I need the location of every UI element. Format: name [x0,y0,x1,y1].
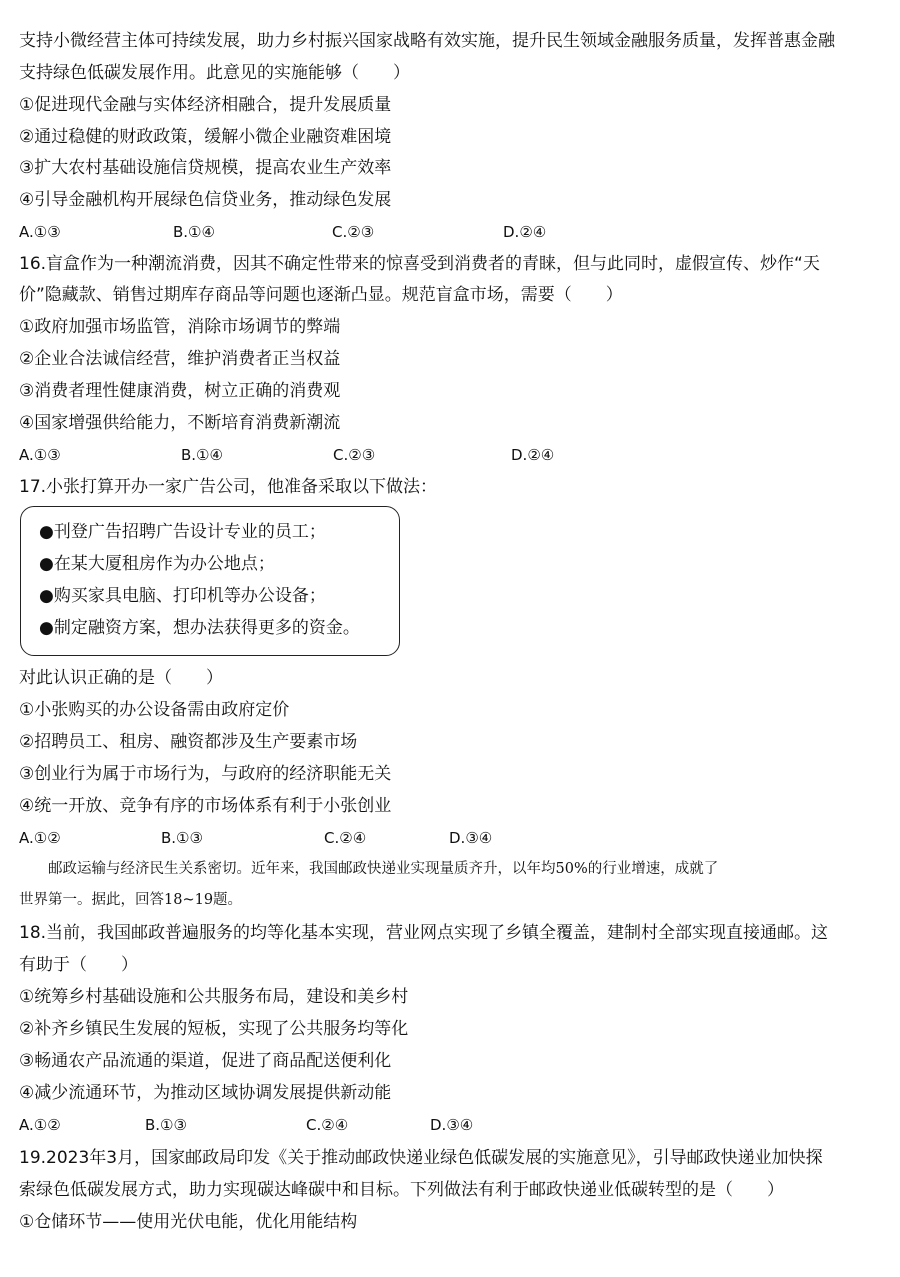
q16-stem-line-2: 价”隐藏款、销售过期库存商品等问题也逐渐凸显。规范盲盒市场，需要（ ） [19,285,623,305]
q17-box-item-4: ●制定融资方案，想办法获得更多的资金。 [39,618,360,638]
q17-question: 对此认识正确的是（ ） [19,668,223,688]
q16-item-4: ④国家增强供给能力，不断培育消费新潮流 [19,413,341,433]
q17-option-c[interactable]: C.②④ [324,829,367,847]
q15-item-2: ②通过稳健的财政政策，缓解小微企业融资难困境 [19,127,392,147]
q16-item-2: ②企业合法诚信经营，维护消费者正当权益 [19,349,341,369]
q18-item-2: ②补齐乡镇民生发展的短板，实现了公共服务均等化 [19,1019,409,1039]
q17-item-3: ③创业行为属于市场行为，与政府的经济职能无关 [19,764,392,784]
q16-option-b[interactable]: B.①④ [181,446,223,464]
q15-option-d[interactable]: D.②④ [503,223,547,241]
q16-option-c[interactable]: C.②③ [333,446,376,464]
q17-item-1: ①小张购买的办公设备需由政府定价 [19,700,290,720]
q18-item-4: ④减少流通环节，为推动区域协调发展提供新动能 [19,1083,392,1103]
q18-stem-line-1: 18.当前，我国邮政普遍服务的均等化基本实现，营业网点实现了乡镇全覆盖，建制村全部实现直接通邮。这 [19,923,829,943]
q18-stem-line-2: 有助于（ ） [19,955,138,975]
q15-option-c[interactable]: C.②③ [332,223,375,241]
q17-option-a[interactable]: A.①② [19,829,61,847]
q19-stem-line-2: 索绿色低碳发展方式，助力实现碳达峰碳中和目标。下列做法有利于邮政快递业低碳转型的是（ ） [19,1180,784,1200]
q17-item-4: ④统一开放、竞争有序的市场体系有利于小张创业 [19,796,392,816]
q15-item-4: ④引导金融机构开展绿色信贷业务，推动绿色发展 [19,190,392,210]
q16-item-1: ①政府加强市场监管，消除市场调节的弊端 [19,317,341,337]
q19-item-1: ①仓储环节——使用光伏电能，优化用能结构 [19,1212,358,1232]
q18-option-c[interactable]: C.②④ [306,1116,349,1134]
q15-option-b[interactable]: B.①④ [173,223,215,241]
q15-item-3: ③扩大农村基础设施信贷规模，提高农业生产效率 [19,158,392,178]
q18-option-d[interactable]: D.③④ [430,1116,474,1134]
material-line-1: 邮政运输与经济民生关系密切。近年来，我国邮政快递业实现量质齐升，以年均50%的行业增速，成就了 [19,861,719,877]
q15-item-1: ①促进现代金融与实体经济相融合，提升发展质量 [19,95,392,115]
q17-option-d[interactable]: D.③④ [449,829,493,847]
q18-option-a[interactable]: A.①② [19,1116,61,1134]
q17-info-box [20,506,400,656]
q18-option-b[interactable]: B.①③ [145,1116,187,1134]
q18-item-1: ①统筹乡村基础设施和公共服务布局，建设和美乡村 [19,987,409,1007]
q19-stem-line-1: 19.2023年3月，国家邮政局印发《关于推动邮政快递业绿色低碳发展的实施意见》，引导邮政快递业加快探 [19,1148,823,1168]
q17-option-b[interactable]: B.①③ [161,829,203,847]
q17-box-item-2: ●在某大厦租房作为办公地点； [39,554,275,574]
q16-stem-line-1: 16.盲盒作为一种潮流消费，因其不确定性带来的惊喜受到消费者的青睐，但与此同时，虚假宣传、炒作“天 [19,254,820,274]
q16-option-d[interactable]: D.②④ [511,446,555,464]
material-line-2: 世界第一。据此，回答18~19题。 [19,892,243,908]
q16-option-a[interactable]: A.①③ [19,446,61,464]
q15-stem-line-1: 支持小微经营主体可持续发展，助力乡村振兴国家战略有效实施，提升民生领域金融服务质量，发挥普惠金融 [19,31,835,51]
q18-item-3: ③畅通农产品流通的渠道，促进了商品配送便利化 [19,1051,392,1071]
q15-stem-line-2: 支持绿色低碳发展作用。此意见的实施能够（ ） [19,63,410,83]
q17-box-item-3: ●购买家具电脑、打印机等办公设备； [39,586,326,606]
q17-item-2: ②招聘员工、租房、融资都涉及生产要素市场 [19,732,358,752]
q16-item-3: ③消费者理性健康消费，树立正确的消费观 [19,381,341,401]
q17-box-item-1: ●刊登广告招聘广告设计专业的员工； [39,522,326,542]
q17-stem: 17.小张打算开办一家广告公司，他准备采取以下做法： [19,477,438,497]
q15-option-a[interactable]: A.①③ [19,223,61,241]
